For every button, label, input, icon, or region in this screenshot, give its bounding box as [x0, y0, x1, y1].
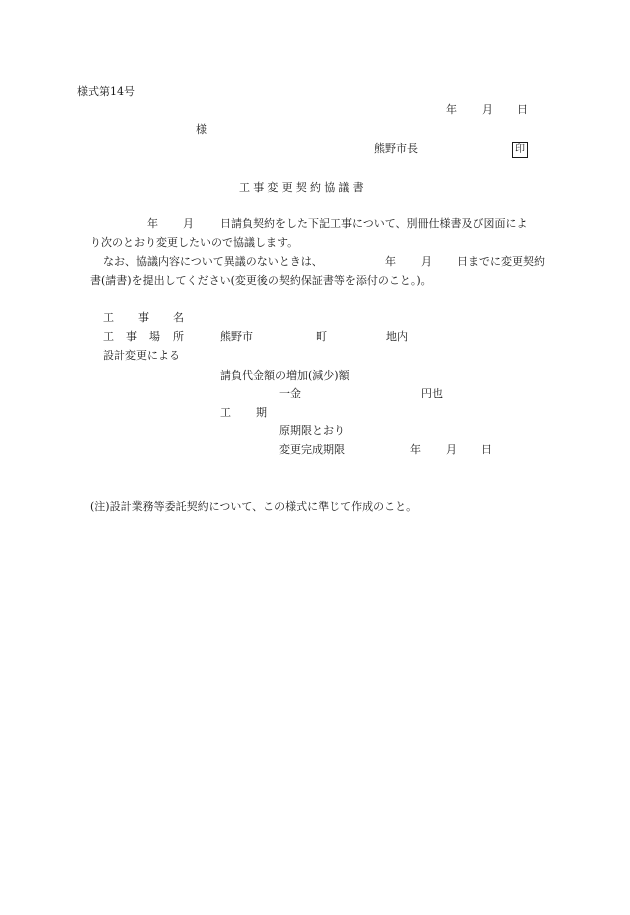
body-year-label: 年	[147, 217, 158, 230]
deadline-year-label: 年	[410, 443, 421, 456]
contract-amount-label: 請負代金額の増加(減少)額	[220, 369, 350, 382]
reply-deadline-text: 日までに変更契約	[457, 255, 545, 268]
site-lot: 地内	[386, 330, 408, 343]
issuer-name: 熊野市長	[374, 142, 418, 155]
body-paragraph-2-line-2: 書(請書)を提出してください(変更後の契約保証書等を添付のこと。)。	[90, 274, 432, 287]
amount-prefix: 一金	[279, 387, 301, 400]
original-period-text: 原期限とおり	[279, 424, 345, 437]
date-month-label: 月	[482, 103, 493, 116]
period-label-char-1: 工	[220, 406, 231, 419]
body-paragraph-2-line-1: なお、協議内容について異議のないときは、	[103, 255, 323, 268]
deadline-day-label: 日	[481, 443, 492, 456]
body-month-label: 月	[183, 217, 194, 230]
reply-month-label: 月	[421, 255, 432, 268]
date-year-label: 年	[446, 103, 457, 116]
date-day-label: 日	[517, 103, 528, 116]
work-site-label-char-3: 場	[149, 330, 160, 343]
body-paragraph-1-line-1: 日請負契約をした下記工事について、別冊仕様書及び図面によ	[220, 217, 528, 230]
work-name-label-char-3: 名	[173, 311, 184, 324]
form-number: 様式第14号	[77, 85, 135, 98]
deadline-month-label: 月	[446, 443, 457, 456]
footnote: (注)設計業務等委託契約について、この様式に準じて作成のこと。	[90, 500, 418, 513]
changed-deadline-label: 変更完成期限	[279, 443, 345, 456]
work-name-label-char-1: 工	[103, 311, 114, 324]
document-title: 工事変更契約協議書	[239, 181, 367, 194]
amount-suffix: 円也	[421, 387, 443, 400]
work-site-label-char-4: 所	[173, 330, 184, 343]
work-site-label-char-1: 工	[103, 330, 114, 343]
site-town: 町	[316, 330, 327, 343]
seal-mark: 印	[512, 142, 528, 158]
reply-year-label: 年	[385, 255, 396, 268]
work-site-label-char-2: 事	[126, 330, 137, 343]
design-change-label: 設計変更による	[103, 349, 180, 362]
period-label-char-2: 期	[256, 406, 267, 419]
body-paragraph-1-line-2: り次のとおり変更したいので協議します。	[90, 236, 299, 249]
work-name-label-char-2: 事	[138, 311, 149, 324]
addressee-suffix: 様	[196, 123, 207, 136]
site-city: 熊野市	[220, 330, 253, 343]
